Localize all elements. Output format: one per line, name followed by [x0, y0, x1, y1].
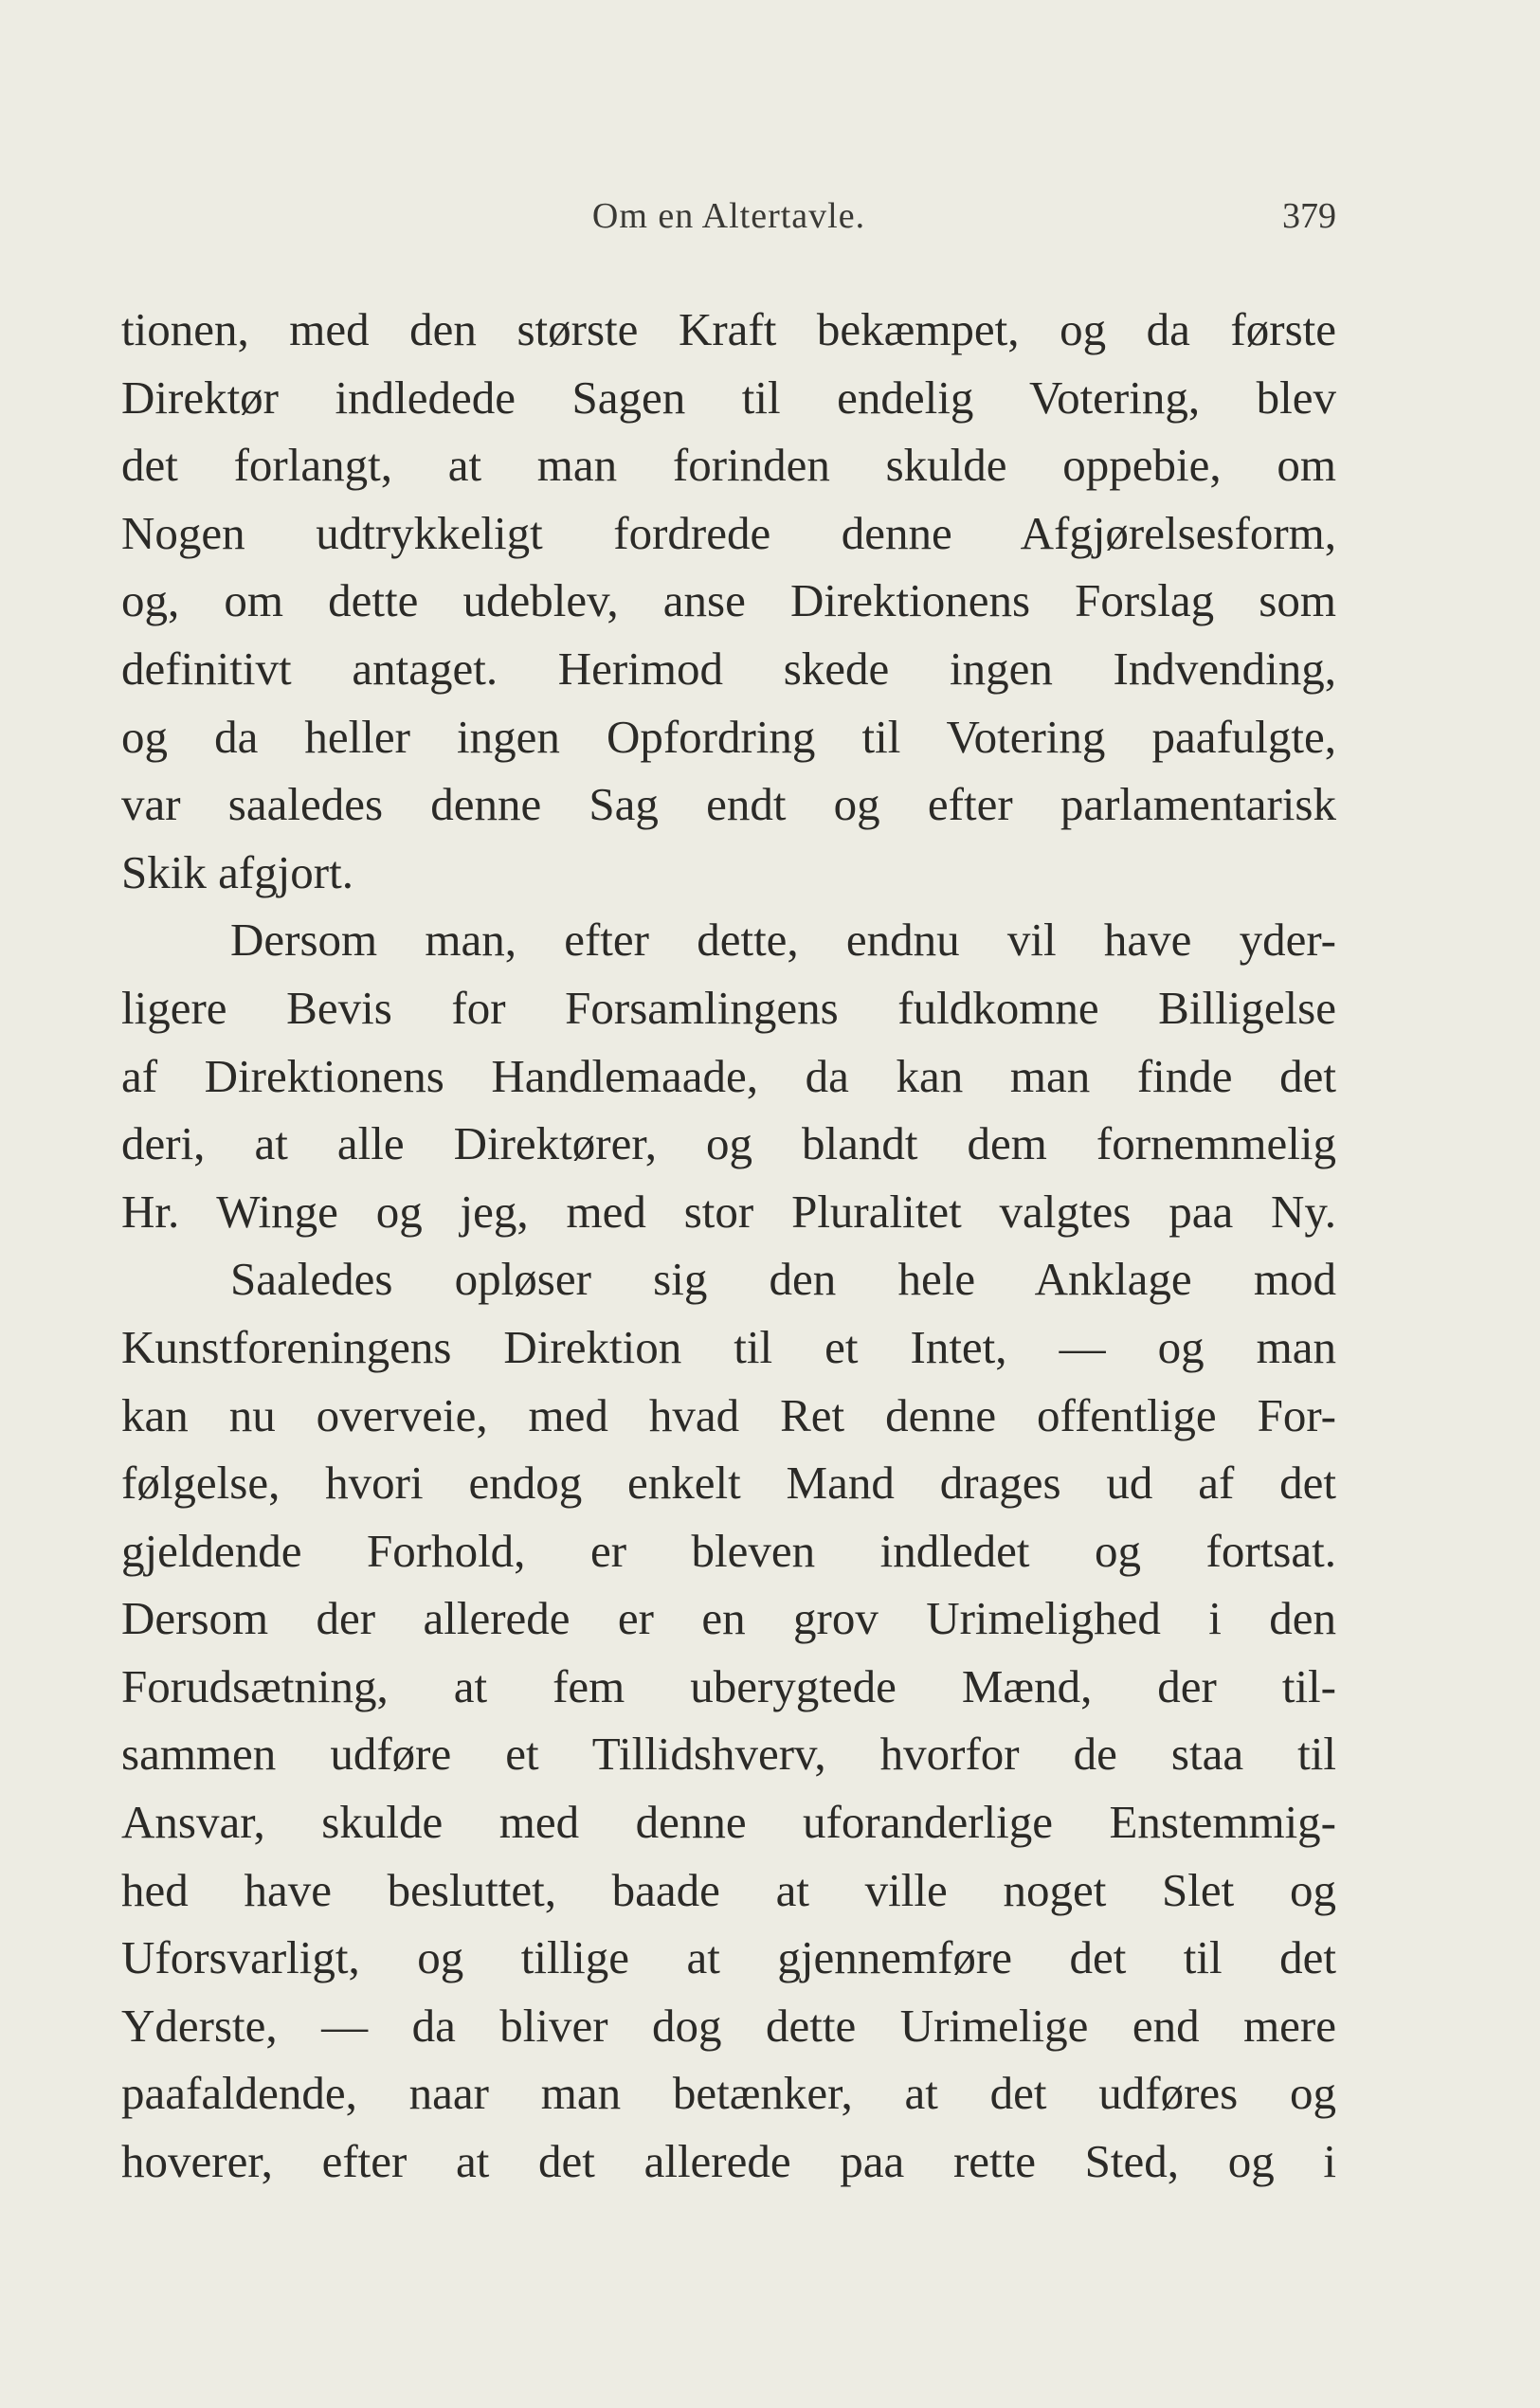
body-text — [121, 296, 1336, 2196]
text-line: var saaledes denne Sag endt og efter parlamentarisk — [121, 778, 1336, 831]
text-line: paafaldende, naar man betænker, at det udføres og — [121, 2067, 1336, 2120]
text-line: sammen udføre et Tillidshverv, hvorfor de staa til — [121, 1728, 1336, 1781]
text-line: ligere Bevis for Forsamlingens fuldkomne Billigelse — [121, 981, 1336, 1034]
text-line: Saaledes opløser sig den hele Anklage mod — [230, 1253, 1336, 1306]
text-line: Yderste, — da bliver dog dette Urimelige end mere — [121, 1999, 1336, 2052]
page-number: 379 — [1282, 196, 1336, 236]
text-line: og, om dette udeblev, anse Direktionens Forslag som — [121, 574, 1336, 627]
text-line: Forudsætning, at fem uberygtede Mænd, der til- — [121, 1659, 1336, 1712]
text-line: hoverer, efter at det allerede paa rette Sted, og i — [121, 2135, 1336, 2188]
text-line: og da heller ingen Opfordring til Votering paafulgte, — [121, 710, 1336, 763]
text-line: Kunstforeningens Direktion til et Intet, — og man — [121, 1320, 1336, 1373]
text-line: det forlangt, at man forinden skulde oppebie, om — [121, 439, 1336, 492]
text-line: deri, at alle Direktører, og blandt dem fornemmelig — [121, 1117, 1336, 1170]
text-line: Hr. Winge og jeg, med stor Pluralitet valgtes paa Ny. — [121, 1185, 1336, 1238]
text-line: af Direktionens Handlemaade, da kan man finde det — [121, 1049, 1336, 1102]
text-line: tionen, med den største Kraft bekæmpet, og da første — [121, 303, 1336, 355]
text-line: Dersom der allerede er en grov Urimelighed i den — [121, 1592, 1336, 1645]
text-line: definitivt antaget. Herimod skede ingen Indvending, — [121, 642, 1336, 695]
page-header — [121, 195, 1336, 252]
running-title: Om en Altertavle. — [591, 196, 866, 236]
text-line: kan nu overveie, med hvad Ret denne offentlige For- — [121, 1388, 1336, 1441]
text-line: Skik afgjort. — [121, 845, 353, 898]
text-line: Nogen udtrykkeligt fordrede denne Afgjørelsesform, — [121, 506, 1336, 559]
text-line: gjeldende Forhold, er bleven indledet og fortsat. — [121, 1524, 1336, 1577]
text-line: Direktør indledede Sagen til endelig Votering, blev — [121, 371, 1336, 424]
text-line: hed have besluttet, baade at ville noget Slet og — [121, 1863, 1336, 1916]
text-line: Ansvar, skulde med denne uforanderlige Enstemmig- — [121, 1796, 1336, 1849]
text-line: følgelse, hvori endog enkelt Mand drages ud af det — [121, 1457, 1336, 1510]
text-line: Dersom man, efter dette, endnu vil have yder- — [230, 914, 1336, 967]
text-line: Uforsvarligt, og tillige at gjennemføre det til det — [121, 1931, 1336, 1984]
